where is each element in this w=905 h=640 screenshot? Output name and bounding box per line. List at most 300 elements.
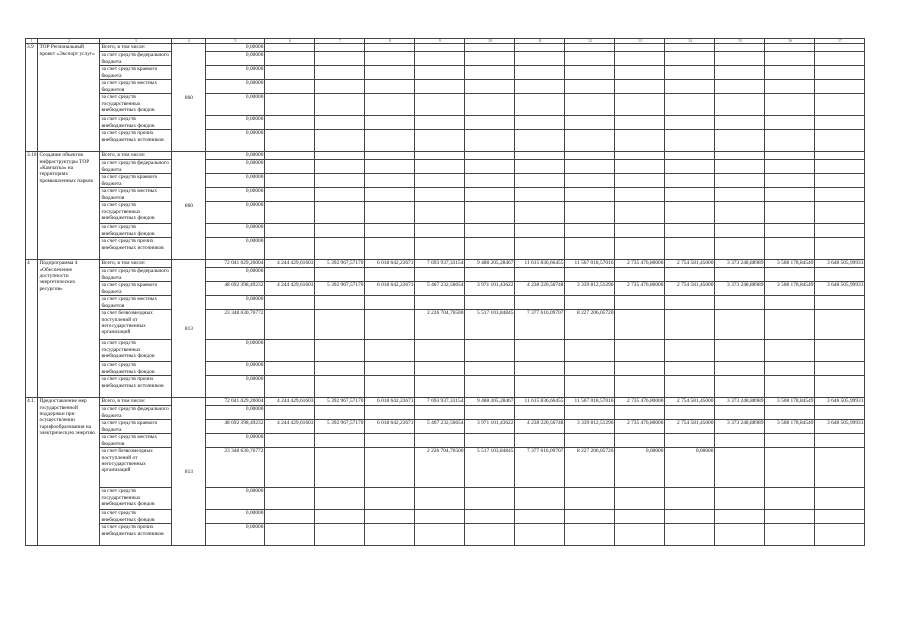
amount-cell: 6 018 642,23671 (365, 398, 415, 406)
funding-source: за счет средств внебюджетных фондов (100, 362, 172, 376)
amount-cell (765, 174, 815, 188)
amount-cell (265, 160, 315, 174)
amount-cell (815, 130, 865, 152)
amount-cell: 7 377 616,09707 (515, 310, 565, 340)
amount-cell (465, 524, 515, 546)
amount-cell: 72 041 029,26004 (206, 398, 265, 406)
amount-cell (415, 296, 465, 310)
amount-cell (815, 510, 865, 524)
amount-cell (665, 188, 715, 202)
amount-cell (715, 224, 765, 238)
amount-cell: 2 735 476,80000 (615, 420, 665, 434)
amount-cell: 0,00000 (206, 296, 265, 310)
amount-cell (665, 224, 715, 238)
amount-cell (465, 296, 515, 310)
amount-cell (415, 116, 465, 130)
amount-cell (265, 510, 315, 524)
budget-code: 860 (172, 44, 206, 152)
budget-code: 813 (172, 260, 206, 398)
amount-cell (615, 340, 665, 362)
amount-cell (765, 510, 815, 524)
amount-cell (815, 152, 865, 160)
amount-cell (365, 376, 415, 398)
item-number: 4.1. (26, 398, 38, 546)
amount-cell (365, 268, 415, 282)
item-title: Подпрограмма 4 «Обеспечение доступности энергетических ресурсов» (38, 260, 100, 398)
amount-cell (715, 434, 765, 448)
amount-cell (615, 202, 665, 224)
amount-cell (615, 188, 665, 202)
amount-cell (415, 160, 465, 174)
table-row (26, 398, 865, 406)
table-row (26, 296, 865, 310)
amount-cell: 4 238 220,56748 (515, 420, 565, 434)
amount-cell: 0,00000 (206, 488, 265, 510)
amount-cell (715, 160, 765, 174)
amount-cell (665, 174, 715, 188)
amount-cell (415, 362, 465, 376)
amount-cell (365, 224, 415, 238)
amount-cell (765, 238, 815, 260)
amount-cell (315, 238, 365, 260)
amount-cell (665, 488, 715, 510)
amount-cell (515, 174, 565, 188)
amount-cell (815, 376, 865, 398)
amount-cell (765, 488, 815, 510)
funding-source: за счет средств государственных внебюджетных фондов (100, 202, 172, 224)
amount-cell: 11 615 836,66455 (515, 260, 565, 268)
item-title: ТОР Региональный проект «Экспорт услуг» (38, 44, 100, 152)
amount-cell (315, 340, 365, 362)
column-number: 11 (515, 39, 565, 44)
amount-cell: 0,00000 (206, 362, 265, 376)
amount-cell (765, 406, 815, 420)
amount-cell (715, 116, 765, 130)
amount-cell (765, 362, 815, 376)
amount-cell (565, 152, 615, 160)
amount-cell (815, 116, 865, 130)
amount-cell: 3 971 101,43622 (465, 420, 515, 434)
amount-cell (515, 362, 565, 376)
amount-cell (515, 130, 565, 152)
amount-cell (365, 310, 415, 340)
amount-cell (265, 488, 315, 510)
amount-cell (715, 524, 765, 546)
amount-cell: 2 754 581,45000 (665, 398, 715, 406)
amount-cell: 5 392 967,57170 (315, 260, 365, 268)
amount-cell (465, 116, 515, 130)
amount-cell: 11 567 018,57016 (565, 398, 615, 406)
amount-cell (615, 174, 665, 188)
table-row (26, 202, 865, 224)
amount-cell (315, 296, 365, 310)
column-number: 14 (665, 39, 715, 44)
amount-cell: 5 392 967,57170 (315, 398, 365, 406)
amount-cell (365, 130, 415, 152)
amount-cell (815, 268, 865, 282)
amount-cell: 0,00000 (206, 116, 265, 130)
amount-cell (315, 94, 365, 116)
column-number: 13 (615, 39, 665, 44)
amount-cell: 0,00000 (206, 94, 265, 116)
amount-cell (365, 238, 415, 260)
amount-cell (565, 66, 615, 80)
amount-cell: 0,00000 (206, 376, 265, 398)
amount-cell (415, 130, 465, 152)
amount-cell (265, 448, 315, 488)
amount-cell (365, 188, 415, 202)
column-number: 15 (715, 39, 765, 44)
amount-cell (265, 310, 315, 340)
amount-cell: 11 615 836,66455 (515, 398, 565, 406)
amount-cell: 11 567 018,57016 (565, 260, 615, 268)
amount-cell (515, 66, 565, 80)
amount-cell (415, 52, 465, 66)
amount-cell (565, 406, 615, 420)
amount-cell (515, 202, 565, 224)
amount-cell (665, 340, 715, 362)
amount-cell (565, 376, 615, 398)
amount-cell (565, 130, 615, 152)
amount-cell: 0,00000 (206, 202, 265, 224)
amount-cell (265, 362, 315, 376)
amount-cell (615, 224, 665, 238)
amount-cell (465, 268, 515, 282)
amount-cell (615, 488, 665, 510)
table-row (26, 310, 865, 340)
amount-cell: 4 244 429,61603 (265, 398, 315, 406)
amount-cell: 0,00000 (206, 80, 265, 94)
amount-cell (715, 238, 765, 260)
funding-source: за счет средств прочих внебюджетных источников (100, 524, 172, 546)
amount-cell (315, 188, 365, 202)
amount-cell (265, 340, 315, 362)
amount-cell: 0,00000 (206, 188, 265, 202)
amount-cell: 6 018 642,23671 (365, 260, 415, 268)
amount-cell (615, 310, 665, 340)
amount-cell: 0,00000 (206, 152, 265, 160)
amount-cell (815, 310, 865, 340)
table-row (26, 80, 865, 94)
amount-cell: 0,00000 (206, 238, 265, 260)
amount-cell (815, 94, 865, 116)
amount-cell (415, 238, 465, 260)
table-row (26, 116, 865, 130)
amount-cell (765, 188, 815, 202)
amount-cell: 2 754 581,45000 (665, 420, 715, 434)
amount-cell (615, 268, 665, 282)
amount-cell (265, 152, 315, 160)
amount-cell (365, 524, 415, 546)
amount-cell (665, 116, 715, 130)
amount-cell (665, 434, 715, 448)
amount-cell (815, 66, 865, 80)
amount-cell (765, 66, 815, 80)
amount-cell: 0,00000 (206, 434, 265, 448)
amount-cell: 0,00000 (615, 448, 665, 488)
amount-cell: 4 244 429,61603 (265, 260, 315, 268)
amount-cell (815, 488, 865, 510)
amount-cell: 9 488 205,28467 (465, 260, 515, 268)
table-row (26, 52, 865, 66)
amount-cell (765, 434, 815, 448)
table-row (26, 282, 865, 296)
amount-cell (265, 268, 315, 282)
funding-source: за счет средств федерального бюджета (100, 268, 172, 282)
amount-cell (315, 52, 365, 66)
amount-cell (515, 80, 565, 94)
amount-cell (765, 296, 815, 310)
table-row (26, 510, 865, 524)
amount-cell (465, 376, 515, 398)
amount-cell: 0,00000 (665, 448, 715, 488)
amount-cell (315, 406, 365, 420)
funding-source: Всего, в том числе: (100, 44, 172, 52)
funding-source: за счет средств краевого бюджета (100, 420, 172, 434)
amount-cell (615, 80, 665, 94)
amount-cell: 3 508 178,84549 (765, 260, 815, 268)
amount-cell (815, 340, 865, 362)
amount-cell (515, 296, 565, 310)
amount-cell (715, 94, 765, 116)
funding-source: за счет средств государственных внебюджетных фондов (100, 488, 172, 510)
funding-source: за счет средств местных бюджетов (100, 80, 172, 94)
amount-cell (265, 94, 315, 116)
amount-cell (315, 174, 365, 188)
amount-cell (615, 510, 665, 524)
amount-cell (665, 524, 715, 546)
amount-cell (265, 116, 315, 130)
funding-source: за счет средств федерального бюджета (100, 406, 172, 420)
amount-cell (265, 376, 315, 398)
table-row (26, 224, 865, 238)
amount-cell: 0,00000 (206, 160, 265, 174)
amount-cell (815, 448, 865, 488)
amount-cell (665, 80, 715, 94)
amount-cell (415, 44, 465, 52)
amount-cell (265, 406, 315, 420)
amount-cell: 0,00000 (206, 406, 265, 420)
amount-cell (515, 238, 565, 260)
amount-cell (315, 268, 365, 282)
amount-cell (715, 310, 765, 340)
amount-cell (565, 174, 615, 188)
amount-cell: 0,00000 (206, 130, 265, 152)
amount-cell (515, 188, 565, 202)
amount-cell (665, 202, 715, 224)
amount-cell (465, 174, 515, 188)
amount-cell (815, 202, 865, 224)
amount-cell (315, 488, 365, 510)
column-number: 16 (765, 39, 815, 44)
column-number: 9 (415, 39, 465, 44)
amount-cell (765, 448, 815, 488)
amount-cell (515, 94, 565, 116)
amount-cell (465, 52, 515, 66)
column-number: 10 (465, 39, 515, 44)
amount-cell (615, 406, 665, 420)
item-number: 3.10 (26, 152, 38, 260)
amount-cell (815, 224, 865, 238)
amount-cell (265, 80, 315, 94)
amount-cell (515, 116, 565, 130)
table-row (26, 420, 865, 434)
column-number: 17 (815, 39, 865, 44)
amount-cell: 3 971 101,43622 (465, 282, 515, 296)
amount-cell (615, 362, 665, 376)
amount-cell (665, 152, 715, 160)
funding-source: за счет средств федерального бюджета (100, 160, 172, 174)
amount-cell (715, 152, 765, 160)
budget-code: 860 (172, 152, 206, 260)
table-row (26, 94, 865, 116)
amount-cell: 5 392 967,57170 (315, 420, 365, 434)
amount-cell: 5 392 967,57170 (315, 282, 365, 296)
amount-cell (465, 66, 515, 80)
amount-cell (765, 44, 815, 52)
amount-cell (565, 80, 615, 94)
amount-cell (715, 66, 765, 80)
amount-cell (415, 174, 465, 188)
amount-cell (315, 80, 365, 94)
amount-cell (465, 488, 515, 510)
amount-cell: 3 648 505,99931 (815, 260, 865, 268)
amount-cell (265, 44, 315, 52)
table-row (26, 448, 865, 488)
table-row (26, 66, 865, 80)
amount-cell: 3 339 812,51296 (565, 420, 615, 434)
amount-cell: 48 692 398,49232 (206, 282, 265, 296)
amount-cell (565, 434, 615, 448)
amount-cell (465, 152, 515, 160)
amount-cell (315, 524, 365, 546)
amount-cell (515, 160, 565, 174)
amount-cell: 2 735 476,80000 (615, 260, 665, 268)
amount-cell (465, 238, 515, 260)
amount-cell: 3 508 178,84549 (765, 282, 815, 296)
amount-cell (565, 94, 615, 116)
amount-cell (465, 94, 515, 116)
funding-source: за счет средств внебюджетных фондов (100, 224, 172, 238)
funding-source: за счет безвозмездных поступлений от негосударственных организаций (100, 310, 172, 340)
amount-cell (565, 52, 615, 66)
funding-source: за счет средств местных бюджетов (100, 188, 172, 202)
amount-cell (365, 152, 415, 160)
amount-cell: 4 238 220,56748 (515, 282, 565, 296)
table-row (26, 188, 865, 202)
amount-cell: 2 754 581,45000 (665, 260, 715, 268)
item-title: Создание объектов инфраструктуры ТОР «Камчатка» на территориях промышленных парков (38, 152, 100, 260)
amount-cell (365, 296, 415, 310)
amount-cell (465, 202, 515, 224)
amount-cell (515, 406, 565, 420)
amount-cell (565, 524, 615, 546)
amount-cell (565, 362, 615, 376)
amount-cell: 3 508 178,84549 (765, 420, 815, 434)
amount-cell: 6 018 642,23671 (365, 282, 415, 296)
table-row (26, 340, 865, 362)
amount-cell (415, 224, 465, 238)
amount-cell (515, 376, 565, 398)
funding-source: за счет безвозмездных поступлений от негосударственных организаций (100, 448, 172, 488)
amount-cell (515, 44, 565, 52)
amount-cell (665, 510, 715, 524)
amount-cell (415, 510, 465, 524)
column-number: 5 (206, 39, 265, 44)
amount-cell (665, 52, 715, 66)
amount-cell: 5 517 103,84845 (465, 448, 515, 488)
funding-source: за счет средств государственных внебюджетных фондов (100, 94, 172, 116)
amount-cell: 8 227 206,05720 (565, 448, 615, 488)
amount-cell (465, 160, 515, 174)
amount-cell (515, 488, 565, 510)
column-number: 4 (172, 39, 206, 44)
amount-cell (265, 52, 315, 66)
amount-cell (565, 202, 615, 224)
amount-cell: 3 648 505,99931 (815, 282, 865, 296)
amount-cell (615, 376, 665, 398)
amount-cell (765, 160, 815, 174)
amount-cell (365, 362, 415, 376)
amount-cell (715, 52, 765, 66)
amount-cell: 3 648 505,99931 (815, 420, 865, 434)
funding-source: Всего, в том числе: (100, 152, 172, 160)
table-row (26, 160, 865, 174)
amount-cell (315, 116, 365, 130)
amount-cell (415, 406, 465, 420)
amount-cell (515, 524, 565, 546)
amount-cell (315, 448, 365, 488)
amount-cell (765, 152, 815, 160)
amount-cell (265, 238, 315, 260)
amount-cell (515, 224, 565, 238)
amount-cell (615, 52, 665, 66)
table-row (26, 434, 865, 448)
amount-cell: 2 735 476,80000 (615, 398, 665, 406)
amount-cell (715, 202, 765, 224)
funding-source: за счет средств государственных внебюджетных фондов (100, 340, 172, 362)
column-number: 2 (38, 39, 100, 44)
amount-cell (465, 406, 515, 420)
table-row (26, 376, 865, 398)
amount-cell (515, 510, 565, 524)
funding-source: за счет средств краевого бюджета (100, 282, 172, 296)
amount-cell (615, 94, 665, 116)
amount-cell (815, 174, 865, 188)
amount-cell (715, 188, 765, 202)
column-number: 6 (265, 39, 315, 44)
amount-cell (815, 188, 865, 202)
table-row (26, 174, 865, 188)
amount-cell (415, 94, 465, 116)
amount-cell (715, 130, 765, 152)
amount-cell (565, 510, 615, 524)
amount-cell (365, 160, 415, 174)
amount-cell (665, 296, 715, 310)
amount-cell: 7 377 616,09707 (515, 448, 565, 488)
amount-cell (315, 202, 365, 224)
amount-cell (815, 238, 865, 260)
amount-cell (765, 130, 815, 152)
funding-source: за счет средств прочих внебюджетных источников (100, 238, 172, 260)
amount-cell (815, 434, 865, 448)
amount-cell (265, 224, 315, 238)
amount-cell (715, 80, 765, 94)
amount-cell: 0,00000 (206, 66, 265, 80)
amount-cell: 0,00000 (206, 510, 265, 524)
amount-cell: 0,00000 (206, 44, 265, 52)
budget-code: 813 (172, 398, 206, 546)
